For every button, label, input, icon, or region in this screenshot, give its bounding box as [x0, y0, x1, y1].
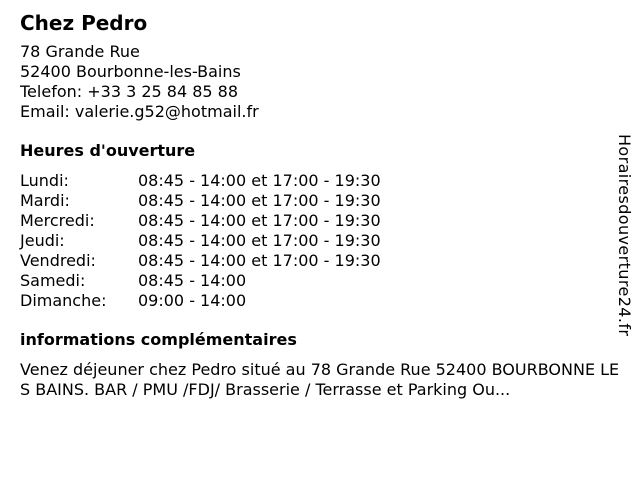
hours-row-tuesday: [20, 191, 626, 211]
info-description: Venez déjeuner chez Pedro situé au 78 Grande Rue 52400 BOURBONNE LES BAINS. BAR / PMU /FDJ/ Brasserie / Terrasse et Parking Ou...: [20, 360, 620, 399]
address-street: 78 Grande Rue: [20, 42, 140, 61]
info-heading: informations complémentaires: [20, 330, 297, 349]
hours-row-wednesday: [20, 211, 626, 231]
hours-heading: Heures d'ouverture: [20, 141, 196, 160]
hours-row-sunday: [20, 291, 626, 311]
business-name: Chez Pedro: [20, 11, 148, 35]
day-label: Jeudi:: [20, 231, 65, 250]
time-range: 08:45 - 14:00 et 17:00 - 19:30: [138, 171, 381, 190]
time-range: 08:45 - 14:00 et 17:00 - 19:30: [138, 211, 381, 230]
hours-row-saturday: [20, 271, 626, 291]
time-range: 09:00 - 14:00: [138, 291, 247, 310]
phone-line: Telefon: +33 3 25 84 85 88: [20, 82, 239, 101]
time-range: 08:45 - 14:00 et 17:00 - 19:30: [138, 251, 381, 270]
site-watermark: Horairesdouverture24.fr: [615, 134, 634, 337]
day-label: Mardi:: [20, 191, 70, 210]
time-range: 08:45 - 14:00 et 17:00 - 19:30: [138, 191, 381, 210]
day-label: Vendredi:: [20, 251, 96, 270]
hours-row-friday: [20, 251, 626, 271]
day-label: Samedi:: [20, 271, 86, 290]
hours-table: [20, 171, 626, 311]
address-city: 52400 Bourbonne-les-Bains: [20, 62, 241, 81]
business-card: [20, 9, 626, 400]
time-range: 08:45 - 14:00 et 17:00 - 19:30: [138, 231, 381, 250]
hours-row-thursday: [20, 231, 626, 251]
contact-block: [20, 42, 626, 122]
hours-row-monday: [20, 171, 626, 191]
day-label: Mercredi:: [20, 211, 95, 230]
day-label: Dimanche:: [20, 291, 107, 310]
time-range: 08:45 - 14:00: [138, 271, 247, 290]
email-line: Email: valerie.g52@hotmail.fr: [20, 102, 259, 121]
day-label: Lundi:: [20, 171, 69, 190]
